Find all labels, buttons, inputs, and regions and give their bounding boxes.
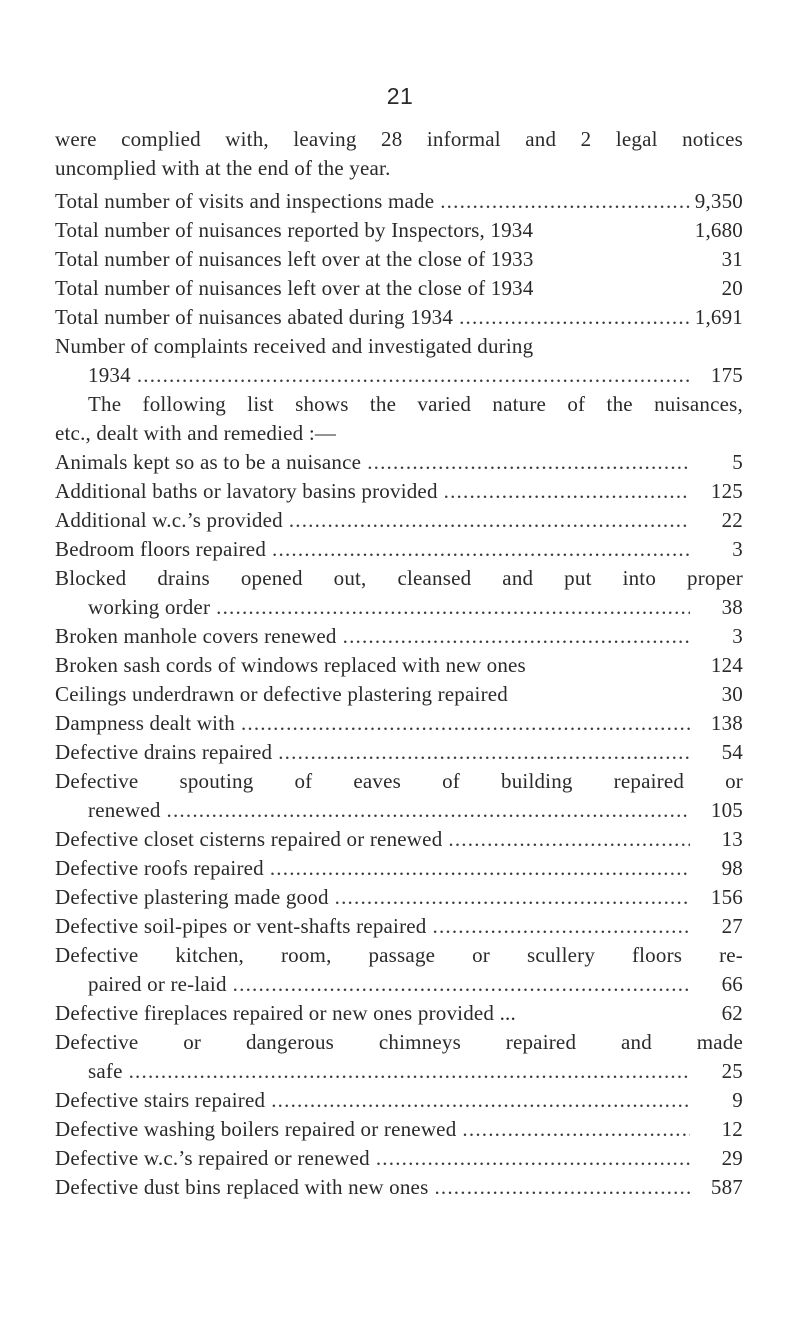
complaints-value: 175 (710, 363, 743, 387)
dot-leader (459, 303, 690, 332)
list-item (55, 970, 743, 999)
list-item (55, 854, 743, 883)
totals-row (55, 245, 743, 274)
complaints-line-1: Number of complaints received and investigated during (55, 334, 534, 358)
item-label: Defective stairs repaired (55, 1088, 266, 1112)
item-value: 138 (710, 711, 743, 735)
nuisance-list (55, 448, 743, 1202)
complaints-year: 1934 (88, 363, 131, 387)
dot-leader (278, 738, 690, 767)
item-label: Total number of nuisances abated during 1934 (55, 305, 454, 329)
list-item (55, 477, 743, 506)
dot-leader (440, 187, 690, 216)
item-value: 9,350 (694, 189, 743, 213)
list-item (55, 1173, 743, 1202)
item-label: Defective washing boilers repaired or renewed (55, 1117, 457, 1141)
dot-leader (444, 477, 690, 506)
item-value: 156 (710, 885, 743, 909)
item-label: Dampness dealt with (55, 711, 235, 735)
list-item (55, 1144, 743, 1173)
dot-leader (343, 622, 690, 651)
list-item (55, 738, 743, 767)
intro-line-1: were complied with, leaving 28 informal and 2 legal notices (55, 127, 743, 151)
item-value: 25 (721, 1059, 743, 1083)
list-item (55, 593, 743, 622)
list-item (55, 1057, 743, 1086)
item-value: 29 (721, 1146, 743, 1170)
totals-list (55, 187, 743, 332)
item-value: 13 (721, 827, 743, 851)
item-label: Broken sash cords of windows replaced with new ones (55, 653, 526, 677)
list-item (55, 651, 743, 680)
list-item (55, 912, 743, 941)
item-value: 20 (721, 276, 743, 300)
item-value: 27 (721, 914, 743, 938)
following-line-1: The following list shows the varied nature of the nuisances, (88, 392, 743, 416)
item-label: Defective closet cisterns repaired or renewed (55, 827, 443, 851)
list-item (55, 1115, 743, 1144)
list-item-first-line: Defective spouting of eaves of building repaired or (55, 769, 743, 793)
dot-leader (216, 593, 690, 622)
page-body (55, 125, 743, 1202)
dot-leader (448, 825, 690, 854)
item-value: 3 (732, 537, 743, 561)
dot-leader (270, 854, 690, 883)
item-label: safe (88, 1059, 123, 1083)
list-item (55, 796, 743, 825)
list-item-first-line: Blocked drains opened out, cleansed and put into proper (55, 566, 743, 590)
item-value: 105 (710, 798, 743, 822)
item-value: 98 (721, 856, 743, 880)
item-label: Total number of visits and inspections made (55, 189, 435, 213)
item-value: 5 (732, 450, 743, 474)
dot-leader (271, 1086, 690, 1115)
page-number: 21 (386, 83, 414, 109)
item-label: Defective drains repaired (55, 740, 273, 764)
item-value: 22 (721, 508, 743, 532)
list-item (55, 883, 743, 912)
item-value: 30 (721, 682, 743, 706)
dot-leader (137, 361, 690, 390)
list-item-first-line: Defective or dangerous chimneys repaired and made (55, 1030, 743, 1054)
item-label: Total number of nuisances left over at the close of 1934 (55, 276, 534, 300)
list-item (55, 535, 743, 564)
item-value: 1,680 (694, 218, 743, 242)
item-value: 31 (721, 247, 743, 271)
dot-leader (367, 448, 690, 477)
item-label: Ceilings underdrawn or defective plastering repaired (55, 682, 508, 706)
totals-row (55, 216, 743, 245)
item-value: 66 (721, 972, 743, 996)
item-label: Total number of nuisances left over at the close of 1933 (55, 247, 534, 271)
item-label: renewed (88, 798, 161, 822)
item-label: Additional baths or lavatory basins provided (55, 479, 438, 503)
list-item (55, 448, 743, 477)
item-label: working order (88, 595, 211, 619)
list-item (55, 622, 743, 651)
dot-leader (434, 1173, 690, 1202)
item-label: paired or re-laid (88, 972, 227, 996)
list-item (55, 506, 743, 535)
dot-leader (433, 912, 691, 941)
item-value: 9 (732, 1088, 743, 1112)
dot-leader (167, 796, 690, 825)
item-value: 587 (710, 1175, 743, 1199)
item-label: Additional w.c.’s provided (55, 508, 283, 532)
item-label: Defective plastering made good (55, 885, 329, 909)
item-label: Defective w.c.’s repaired or renewed (55, 1146, 370, 1170)
item-value: 124 (710, 653, 743, 677)
following-line-2: etc., dealt with and remedied :— (55, 421, 337, 445)
item-label: Broken manhole covers renewed (55, 624, 337, 648)
totals-row (55, 274, 743, 303)
dot-leader (376, 1144, 690, 1173)
dot-leader (241, 709, 690, 738)
list-item (55, 999, 743, 1028)
item-value: 125 (710, 479, 743, 503)
dot-leader (129, 1057, 690, 1086)
item-label: Defective dust bins replaced with new ones (55, 1175, 429, 1199)
dot-leader (272, 535, 690, 564)
totals-row (55, 303, 743, 332)
list-item (55, 709, 743, 738)
list-item (55, 825, 743, 854)
dot-leader (233, 970, 690, 999)
intro-line-2: uncomplied with at the end of the year. (55, 156, 391, 180)
list-item-first-line: Defective kitchen, room, passage or scullery floors re- (55, 943, 743, 967)
dot-leader (289, 506, 690, 535)
item-value: 3 (732, 624, 743, 648)
item-label: Animals kept so as to be a nuisance (55, 450, 362, 474)
item-value: 12 (721, 1117, 743, 1141)
item-label: Bedroom floors repaired (55, 537, 267, 561)
item-label: Defective fireplaces repaired or new ones provided ... (55, 1001, 516, 1025)
item-value: 1,691 (694, 305, 743, 329)
item-label: Defective roofs repaired (55, 856, 264, 880)
dot-leader (335, 883, 690, 912)
item-label: Total number of nuisances reported by Inspectors, 1934 (55, 218, 534, 242)
item-value: 54 (721, 740, 743, 764)
dot-leader (462, 1115, 690, 1144)
totals-row (55, 187, 743, 216)
item-label: Defective soil-pipes or vent-shafts repaired (55, 914, 427, 938)
complaints-row (55, 361, 743, 390)
list-item (55, 1086, 743, 1115)
item-value: 38 (721, 595, 743, 619)
list-item (55, 680, 743, 709)
item-value: 62 (721, 1001, 743, 1025)
